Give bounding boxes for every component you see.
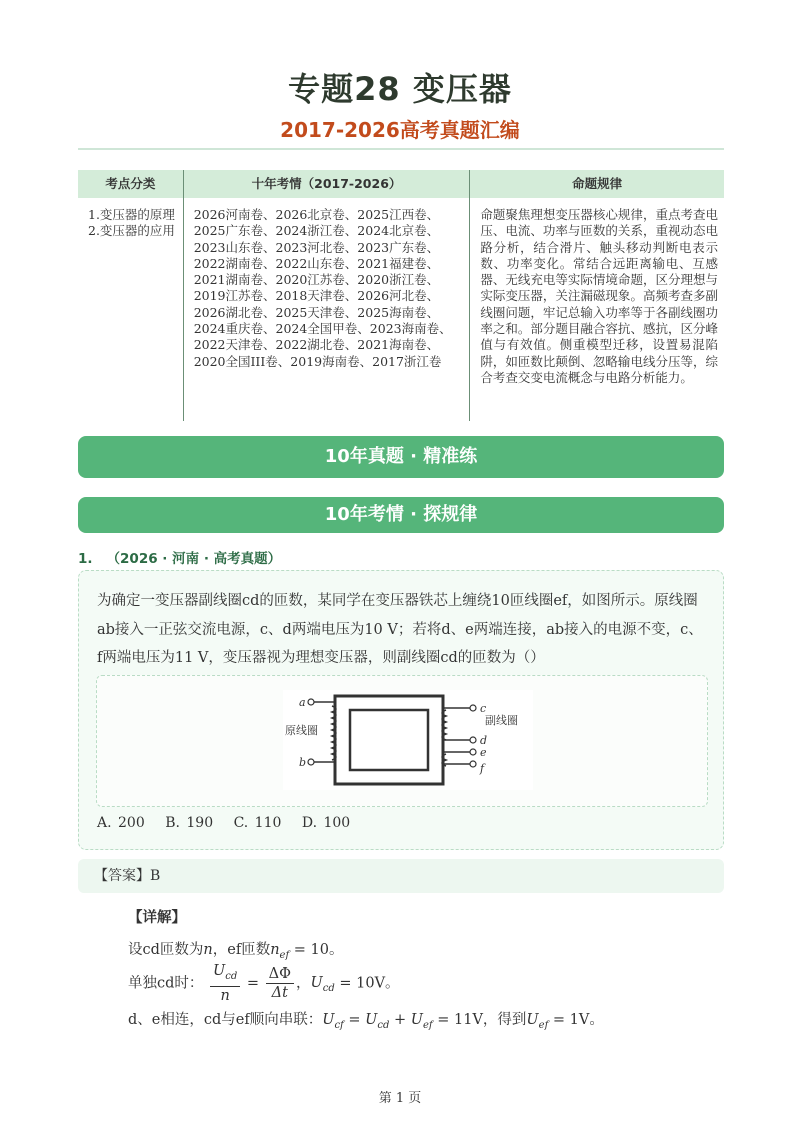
- label-d: d: [480, 734, 488, 747]
- answer-box: [78, 859, 724, 893]
- header-guilv: 命题规律: [470, 170, 724, 198]
- label-b: b: [299, 756, 307, 769]
- page-subtitle: 2017-2026高考真题汇编: [280, 118, 520, 142]
- paper-list: 2026河南卷、2026北京卷、2025江西卷、2025广东卷、2024浙江卷、2024北京卷、2023山东卷、2023河北卷、2023广东卷、2022湖南卷、2022山东卷、2021福建卷、2021湖南卷、2020江苏卷、2020浙江卷、2019江苏卷、2018天津卷、2026河北卷、2026湖北卷、2025天津卷、2025海南卷、2024重庆卷、2024全国甲卷、2023海南卷、2022天津卷、2022湖北卷、2021海南卷、2020全国III卷、2019海南卷、2017浙江卷: [193, 207, 452, 369]
- solution-text: ，: [296, 975, 311, 992]
- detail-label: 【详解】: [128, 910, 186, 926]
- solution-text: 单独cd时：: [128, 975, 204, 992]
- question-source: （2026 · 河南 · 高考真题）: [106, 551, 282, 567]
- papers-cell: [183, 198, 470, 421]
- solution-text: d、e相连，cd与ef顺向串联：: [128, 1012, 323, 1028]
- option-d[interactable]: D. 100: [301, 815, 351, 831]
- section-banner-trends: 10年考情 · 探规律: [78, 497, 724, 533]
- terminal-d: [470, 737, 476, 743]
- terminal-b: [308, 759, 314, 765]
- terminal-a: [308, 699, 314, 705]
- answer-label: 【答案】: [94, 868, 150, 884]
- question-stem: 为确定一变压器副线圈cd的匝数，某同学在变压器铁芯上缠绕10匝线圈ef，如图所示。原线圈ab接入一正弦交流电源，c、d两端电压为10 V；若将d、e两端连接，ab接入的电源不变，c、f两端电压为11 V，变压器视为理想变压器，则副线圈cd的匝数为（）: [97, 593, 703, 666]
- label-c: c: [480, 702, 487, 715]
- fraction-dphi-over-dt: $\frac{\Delta\Phi}{\Delta t}$: [266, 965, 294, 1002]
- header-kaodian: 考点分类: [78, 170, 183, 198]
- page-number: 第 1 页: [378, 1091, 422, 1106]
- figure-container: [96, 675, 708, 807]
- kaodian-item: 1.变压器的原理: [88, 207, 175, 222]
- solution-text: ，得到: [482, 1012, 527, 1028]
- solution-text: 。: [329, 942, 344, 958]
- label-a: a: [299, 696, 306, 709]
- option-b[interactable]: B. 190: [165, 815, 214, 831]
- section-banner-practice: 10年真题 · 精准练: [78, 436, 724, 478]
- table-header-row: [78, 170, 724, 198]
- answer-options: [97, 815, 364, 831]
- table-row: [78, 198, 724, 421]
- question-header: [78, 547, 281, 567]
- formula-eq-10v: = 10V: [334, 975, 386, 992]
- solution-text: 设cd匝数为: [128, 942, 204, 958]
- iron-core-inner: [350, 710, 428, 770]
- solution-line-3: [128, 1008, 604, 1031]
- option-c[interactable]: C. 110: [233, 815, 282, 831]
- header-kaoqing: 十年考情（2017-2026）: [183, 170, 470, 198]
- kaodian-item: 2.变压器的应用: [88, 223, 175, 239]
- question-card: [78, 570, 724, 850]
- formula-nef: $n_{ef}$: [270, 942, 290, 961]
- solution-text: 。: [589, 1012, 604, 1028]
- terminal-e: [470, 749, 476, 755]
- solution-text: ，ef匝数: [212, 942, 271, 958]
- transformer-figure: [283, 690, 533, 790]
- terminal-c: [470, 705, 476, 711]
- option-a[interactable]: A. 200: [97, 815, 145, 831]
- solution-text: 。: [385, 975, 400, 992]
- rule-cell: [470, 198, 724, 421]
- terminal-f: [470, 761, 476, 767]
- title-divider: [78, 148, 724, 150]
- formula-eq-10: = 10: [289, 942, 329, 958]
- fraction-ucd-over-n: $\frac{U_{cd}}{n}$: [210, 962, 240, 1005]
- label-f: f: [480, 762, 485, 775]
- page-title: 专题28 变压器: [288, 70, 512, 108]
- solution-line-2: [128, 962, 400, 1005]
- solution-line-1: [128, 938, 344, 961]
- formula-series: $U_{cf} = U_{cd} + U_{ef} = 11V$: [322, 1012, 483, 1031]
- overview-table: [78, 170, 724, 421]
- kaodian-cell: [78, 198, 183, 421]
- formula-ucd: $U_{cd}$: [310, 975, 335, 995]
- formula-uef: $U_{ef} = 1V$: [526, 1012, 590, 1031]
- answer-value: B: [150, 868, 161, 884]
- label-e: e: [480, 746, 487, 759]
- rule-text: 命题聚焦理想变压器核心规律，重点考查电压、电流、功率与匝数的关系，重视动态电路分析，结合滑片、触头移动判断电表示数、功率变化。常结合远距离输电、互感器、无线充电等实际情境命题，区分理想与实际变压器，关注漏磁现象。高频考查多副线圈问题，牢记总输入功率等于各副线圈功率之和。部分题目融合容抗、感抗，区分峰值与有效值。侧重模型迁移，设置易混陷阱，如匝数比颠倒、忽略输电线分压等，综合考查交变电流概念与电路分析能力。: [480, 207, 718, 385]
- formula-equals: =: [242, 975, 264, 992]
- formula-n: n: [203, 942, 213, 958]
- primary-coil-label: 原线圈: [285, 724, 318, 737]
- secondary-coil: [442, 708, 471, 766]
- secondary-coil-label: 副线圈: [485, 714, 518, 727]
- question-number: 1.: [78, 551, 93, 567]
